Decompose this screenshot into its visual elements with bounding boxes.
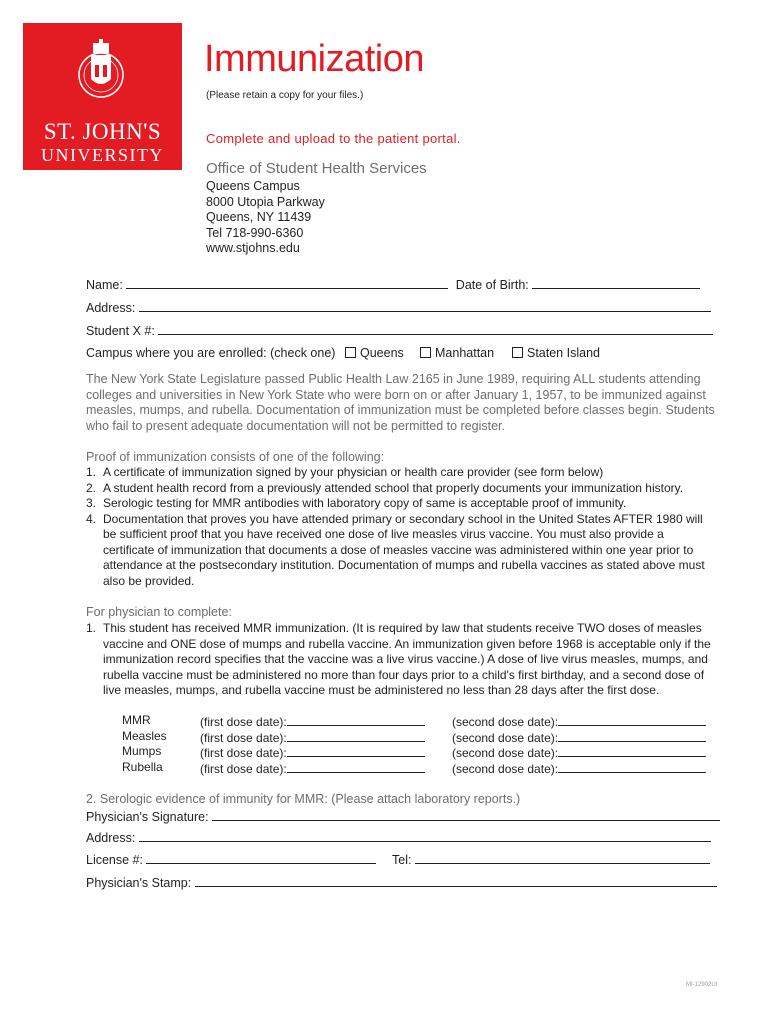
vaccine-row [122,744,722,760]
stamp-label: Physician's Stamp: [86,876,192,890]
checkbox-icon[interactable] [512,347,523,358]
list-number: 3. [86,496,97,510]
date-blank[interactable] [558,744,706,757]
office-address [206,179,325,257]
license-row [86,851,376,867]
crest-icon [75,39,127,105]
address-field[interactable] [139,299,711,312]
tel-field[interactable] [415,851,710,864]
signature-label: Physician's Signature: [86,810,209,824]
date-blank[interactable] [287,744,425,757]
campus-option-manhattan[interactable] [420,346,494,360]
physician-address-field[interactable] [139,829,711,842]
proof-list [86,465,718,589]
list-text: A certificate of immunization signed by your physician or health care provider (see form below) [103,465,604,479]
campus-option-label: Manhattan [435,346,495,360]
proof-heading: Proof of immunization consists of one of the following: [86,450,385,464]
checkbox-icon[interactable] [345,347,356,358]
tel-label: Tel: [392,853,412,867]
dob-field[interactable] [532,276,700,289]
vaccine-name: MMR [122,713,151,727]
vaccine-name: Measles [122,728,167,743]
physician-address-row [86,829,711,845]
list-number: 2. [86,480,97,495]
physician-list [86,621,718,699]
campus-option-queens[interactable] [345,346,404,360]
first-dose-label: (first dose date): [200,762,287,777]
first-dose-label: (first dose date): [200,730,287,745]
list-text: Serologic testing for MMR antibodies with laboratory copy of same is acceptable proof of immunity. [103,496,627,510]
second-dose-label: (second dose date): [452,746,559,761]
student-x-label: Student X #: [86,324,155,338]
vaccine-name: Rubella [122,760,163,775]
upload-note: Complete and upload to the patient portal. [206,131,461,146]
university-logo [23,23,182,170]
date-blank[interactable] [287,713,425,726]
student-x-row [86,322,713,338]
logo-line-1: ST. JOHN'S [43,119,162,144]
page-title: Immunization [204,38,424,80]
stamp-row [86,874,717,890]
vaccine-row [122,713,722,729]
campus-option-staten-island[interactable] [512,346,600,360]
tel-row [392,851,710,867]
list-item [86,465,718,481]
form-code: MI-12902UI [686,982,718,988]
stamp-field[interactable] [195,874,717,887]
list-number: 1. [86,465,97,479]
list-number: 1. [86,621,97,635]
second-dose-label: (second dose date): [452,762,559,777]
address-line: 8000 Utopia Parkway [206,194,325,209]
intro-paragraph: The New York State Legislature passed Public Health Law 2165 in June 1989, requiring ALL students attending colleges and universities in New York State who were born on or after January 1, 1957, to be immunized against measles, mumps, and rubella. Documentation of immunization must be completed before classes begin. Students who fail to present adequate documentation will not be permitted to register. [86,372,715,433]
list-text: A student health record from a previously attended school that properly documents your immunization history. [103,480,684,495]
address-line: Tel 718-990-6360 [206,225,304,240]
website-link[interactable]: www.stjohns.edu [206,241,300,255]
first-dose-label: (first dose date): [200,715,287,729]
date-blank[interactable] [287,760,425,773]
serologic-note: 2. Serologic evidence of immunity for MMR: (Please attach laboratory reports.) [86,792,521,806]
list-text: This student has received MMR immunization. (It is required by law that students receive TWO doses of measles vaccine and ONE dose of mumps and rubella vaccine. An immunization given before 1968 is acceptable only if the immunization record specifies that the vaccine was a live virus vaccine.) A dose of live virus measles, mumps, and rubella vaccine must be administered no more than four days prior to a child's first birthday, and a second dose of live measles, mumps, and rubella vaccine must be administered no less than 28 days after the first dose. [103,621,711,697]
list-number: 4. [86,511,97,526]
address-line: Queens Campus [206,179,300,193]
retain-note: (Please retain a copy for your files.) [206,90,364,101]
address-label: Address: [86,301,136,315]
vaccine-table [122,713,722,776]
list-item [86,481,718,497]
list-item [86,512,718,590]
campus-option-label: Staten Island [527,346,600,360]
vaccine-row [122,729,722,745]
address-row [86,299,711,315]
date-blank[interactable] [287,729,425,742]
date-blank[interactable] [558,760,706,773]
physician-address-label: Address: [86,831,136,845]
name-row [86,276,700,292]
dob-label: Date of Birth: [455,278,529,292]
checkbox-icon[interactable] [420,347,431,358]
campus-row [86,346,335,360]
vaccine-name: Mumps [122,744,162,759]
date-blank[interactable] [558,713,706,726]
name-field[interactable] [126,276,448,289]
second-dose-label: (second dose date): [452,715,559,729]
license-field[interactable] [146,851,376,864]
signature-row [86,808,720,824]
second-dose-label: (second dose date): [452,730,559,745]
second-dose-field[interactable] [452,760,706,778]
student-x-field[interactable] [158,322,713,335]
name-label: Name: [86,278,123,292]
logo-line-2: UNIVERSITY [41,145,164,165]
vaccine-row [122,760,722,776]
address-line: Queens, NY 11439 [206,210,312,224]
campus-option-label: Queens [360,346,404,360]
license-label: License #: [86,853,143,867]
campus-label: Campus where you are enrolled: (check one) [86,346,336,360]
list-text: Documentation that proves you have attended primary or secondary school in the United States AFTER 1980 will be sufficient proof that you have received one dose of live measles virus vaccine. You must also provide a certificate of immunization that documents a dose of measles vaccine was administered within one year prior to attendance at the postsecondary institution. Documentation of mumps and rubella vaccines as stated above must also be provided. [103,511,705,588]
date-blank[interactable] [558,729,706,742]
first-dose-field[interactable] [200,760,425,778]
signature-field[interactable] [212,808,720,821]
physician-heading: For physician to complete: [86,605,232,619]
list-item [86,496,718,512]
list-item [86,621,718,699]
first-dose-label: (first dose date): [200,746,287,761]
office-name: Office of Student Health Services [206,160,427,177]
